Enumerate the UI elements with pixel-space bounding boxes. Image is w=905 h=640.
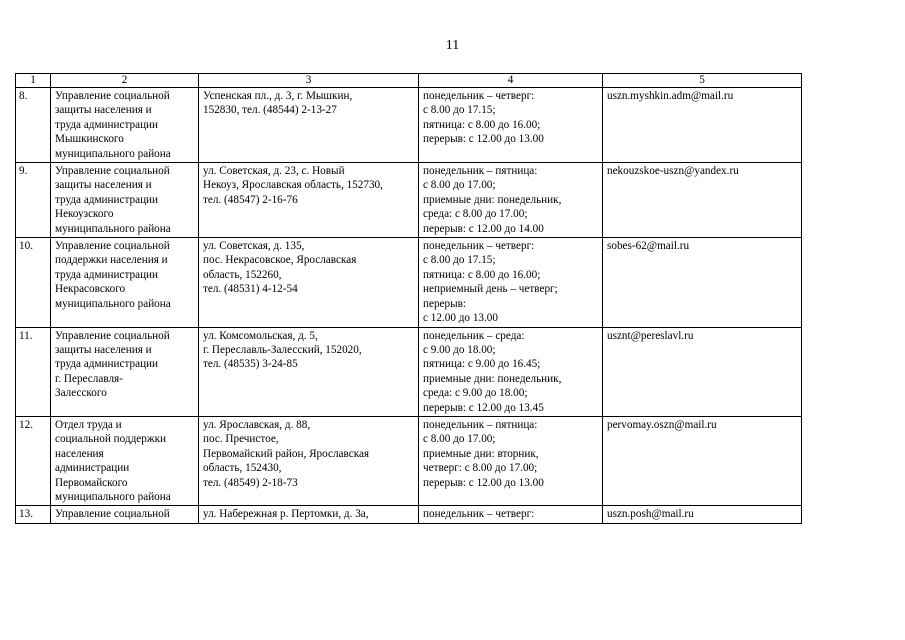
table-row — [16, 88, 802, 163]
office-schedule: понедельник – среда: с 9.00 до 18.00; пятница: с 9.00 до 16.45; приемные дни: понедельник, среда: с 9.00 до 18.00; перерыв: с 12.00 до 13.45 — [419, 327, 603, 416]
column-header-5: 5 — [603, 74, 802, 88]
page-number: 11 — [445, 38, 460, 53]
offices-table — [15, 73, 802, 524]
row-number: 10. — [16, 238, 51, 327]
row-number: 12. — [16, 416, 51, 505]
row-number: 13. — [16, 506, 51, 523]
office-schedule: понедельник – пятница: с 8.00 до 17.00; приемные дни: вторник, четверг: с 8.00 до 17.00; перерыв: с 12.00 до 13.00 — [419, 416, 603, 505]
office-email: usznt@pereslavl.ru — [603, 327, 802, 416]
office-schedule: понедельник – четверг: с 8.00 до 17.15; пятница: с 8.00 до 16.00; перерыв: с 12.00 до 13.00 — [419, 88, 603, 163]
office-name: Управление социальной поддержки населения и труда администрации Некрасовского муниципального района — [51, 238, 199, 327]
office-email: nekouzskoe-uszn@yandex.ru — [603, 163, 802, 238]
table-row — [16, 327, 802, 416]
office-address: Успенская пл., д. 3, г. Мышкин, 152830, тел. (48544) 2-13-27 — [199, 88, 419, 163]
column-header-1: 1 — [16, 74, 51, 88]
office-name: Управление социальной защиты населения и труда администрации г. Переславля- Залесского — [51, 327, 199, 416]
office-name: Отдел труда и социальной поддержки населения администрации Первомайского муниципального района — [51, 416, 199, 505]
office-address: ул. Комсомольская, д. 5, г. Переславль-Залесский, 152020, тел. (48535) 3-24-85 — [199, 327, 419, 416]
table-row — [16, 163, 802, 238]
office-email: pervomay.oszn@mail.ru — [603, 416, 802, 505]
office-name: Управление социальной защиты населения и труда администрации Некоузского муниципального района — [51, 163, 199, 238]
office-name: Управление социальной защиты населения и труда администрации Мышкинского муниципального района — [51, 88, 199, 163]
office-address: ул. Советская, д. 23, с. Новый Некоуз, Ярославская область, 152730, тел. (48547) 2-16-76 — [199, 163, 419, 238]
office-name: Управление социальной — [51, 506, 199, 523]
column-header-4: 4 — [419, 74, 603, 88]
row-number: 9. — [16, 163, 51, 238]
office-schedule: понедельник – четверг: с 8.00 до 17.15; пятница: с 8.00 до 16.00; неприемный день – четверг; перерыв: с 12.00 до 13.00 — [419, 238, 603, 327]
column-header-3: 3 — [199, 74, 419, 88]
table-header-row — [16, 74, 802, 88]
office-email: sobes-62@mail.ru — [603, 238, 802, 327]
office-email: uszn.myshkin.adm@mail.ru — [603, 88, 802, 163]
table-row — [16, 506, 802, 523]
office-schedule: понедельник – пятница: с 8.00 до 17.00; приемные дни: понедельник, среда: с 8.00 до 17.00; перерыв: с 12.00 до 14.00 — [419, 163, 603, 238]
row-number: 8. — [16, 88, 51, 163]
office-address: ул. Набережная р. Пертомки, д. 3а, — [199, 506, 419, 523]
office-address: ул. Ярославская, д. 88, пос. Пречистое, Первомайский район, Ярославская область, 152430, тел. (48549) 2-18-73 — [199, 416, 419, 505]
office-address: ул. Советская, д. 135, пос. Некрасовское, Ярославская область, 152260, тел. (48531) 4-12-54 — [199, 238, 419, 327]
office-email: uszn.posh@mail.ru — [603, 506, 802, 523]
column-header-2: 2 — [51, 74, 199, 88]
table-row — [16, 238, 802, 327]
table-row — [16, 416, 802, 505]
row-number: 11. — [16, 327, 51, 416]
office-schedule: понедельник – четверг: — [419, 506, 603, 523]
